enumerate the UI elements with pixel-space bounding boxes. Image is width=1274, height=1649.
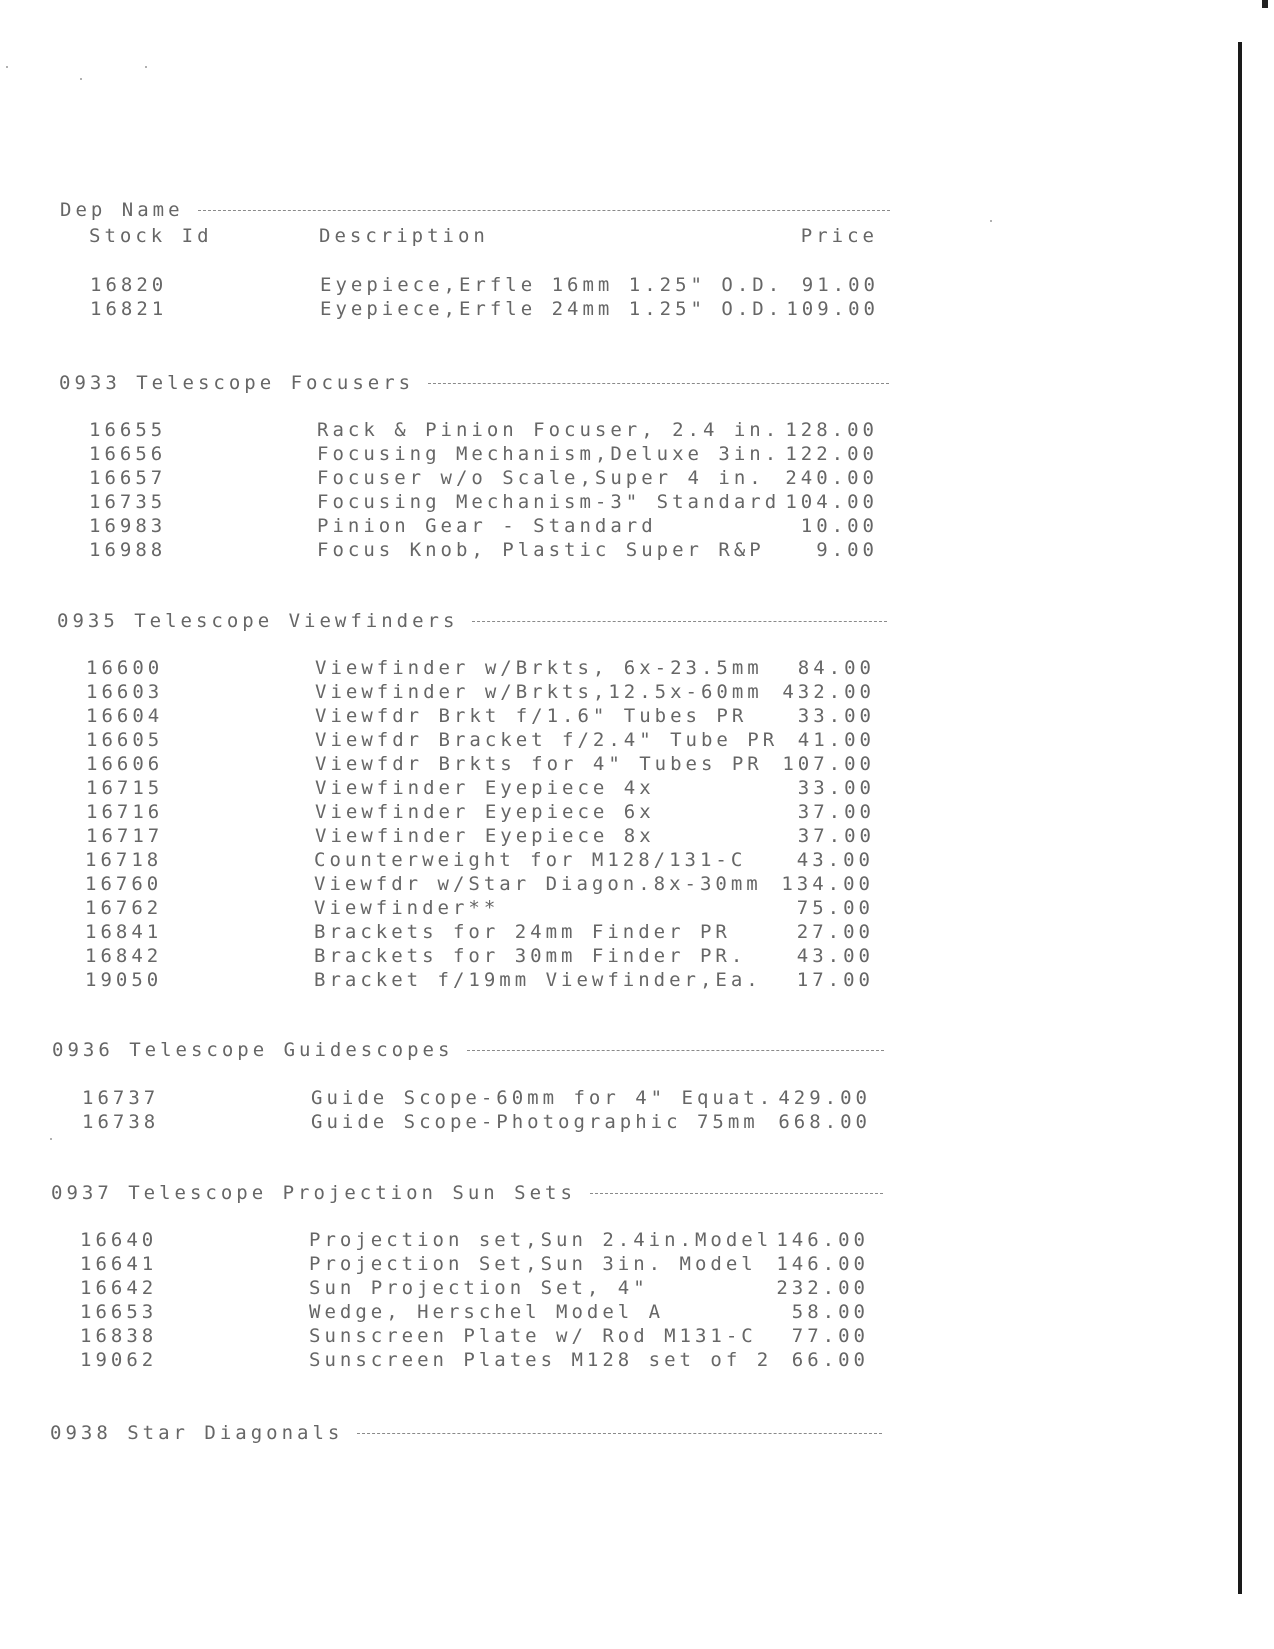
item-description: Sun Projection Set, 4" bbox=[309, 1277, 649, 1299]
stock-id: 16820 bbox=[90, 274, 168, 296]
item-description: Viewfinder** bbox=[314, 897, 500, 919]
column-headers bbox=[89, 225, 878, 247]
stock-id: 16642 bbox=[80, 1277, 158, 1299]
item-description: Focusing Mechanism,Deluxe 3in. bbox=[317, 443, 781, 465]
section-header bbox=[50, 1422, 882, 1444]
item-price: 104.00 bbox=[785, 491, 878, 513]
stock-id: 16605 bbox=[86, 729, 164, 751]
section-header bbox=[52, 1039, 884, 1061]
dashed-rule bbox=[467, 1050, 884, 1051]
price-header: Price bbox=[800, 225, 878, 247]
item-price: 37.00 bbox=[797, 825, 875, 847]
group-header bbox=[60, 199, 890, 221]
table-row bbox=[86, 729, 875, 751]
item-description: Projection set,Sun 2.4in.Model bbox=[309, 1229, 773, 1251]
item-description: Focusing Mechanism-3" Standard bbox=[317, 491, 781, 513]
dashed-rule bbox=[357, 1433, 882, 1434]
stock-id: 16656 bbox=[89, 443, 167, 465]
dashed-rule bbox=[590, 1193, 883, 1194]
item-price: 134.00 bbox=[781, 873, 874, 895]
section-header bbox=[57, 610, 887, 632]
table-row bbox=[85, 897, 874, 919]
table-row bbox=[80, 1301, 869, 1323]
table-row bbox=[86, 705, 875, 727]
item-price: 77.00 bbox=[791, 1325, 869, 1347]
stock-id: 19062 bbox=[80, 1349, 158, 1371]
table-row bbox=[85, 873, 874, 895]
item-price: 66.00 bbox=[791, 1349, 869, 1371]
stock-id: 16842 bbox=[85, 945, 163, 967]
item-description: Sunscreen Plate w/ Rod M131-C bbox=[309, 1325, 757, 1347]
scan-edge-bar bbox=[1238, 42, 1242, 1594]
stock-id: 16653 bbox=[80, 1301, 158, 1323]
item-description: Viewfdr Brkts for 4" Tubes PR bbox=[315, 753, 763, 775]
stock-id: 16657 bbox=[89, 467, 167, 489]
item-price: 75.00 bbox=[796, 897, 874, 919]
stock-id: 16983 bbox=[89, 515, 167, 537]
item-price: 91.00 bbox=[801, 274, 879, 296]
item-description: Viewfinder Eyepiece 4x bbox=[315, 777, 655, 799]
item-description: Viewfdr w/Star Diagon.8x-30mm bbox=[314, 873, 762, 895]
item-description: Viewfinder Eyepiece 8x bbox=[315, 825, 655, 847]
item-description: Bracket f/19mm Viewfinder,Ea. bbox=[314, 969, 762, 991]
section-title: 0935 Telescope Viewfinders bbox=[57, 610, 459, 632]
stock-id: 16841 bbox=[85, 921, 163, 943]
scan-speck bbox=[145, 66, 147, 68]
table-row bbox=[86, 801, 875, 823]
item-description: Viewfinder w/Brkts,12.5x-60mm bbox=[315, 681, 763, 703]
table-row bbox=[82, 1111, 871, 1133]
item-description: Eyepiece,Erfle 24mm 1.25" O.D. bbox=[320, 298, 784, 320]
item-description: Brackets for 24mm Finder PR bbox=[314, 921, 731, 943]
table-row bbox=[86, 657, 875, 679]
stock-id: 16606 bbox=[86, 753, 164, 775]
table-row bbox=[80, 1325, 869, 1347]
stock-id: 16641 bbox=[80, 1253, 158, 1275]
stock-id-header: Stock Id bbox=[89, 225, 213, 247]
item-description: Viewfdr Bracket f/2.4" Tube PR bbox=[315, 729, 779, 751]
description-header: Description bbox=[319, 225, 489, 247]
stock-id: 16715 bbox=[86, 777, 164, 799]
item-price: 43.00 bbox=[796, 945, 874, 967]
item-price: 432.00 bbox=[782, 681, 875, 703]
scan-speck bbox=[6, 66, 8, 68]
table-row bbox=[89, 467, 878, 489]
table-row bbox=[89, 491, 878, 513]
table-row bbox=[80, 1253, 869, 1275]
item-description: Pinion Gear - Standard bbox=[317, 515, 657, 537]
section-title: 0933 Telescope Focusers bbox=[59, 372, 415, 394]
stock-id: 19050 bbox=[85, 969, 163, 991]
item-description: Viewfdr Brkt f/1.6" Tubes PR bbox=[315, 705, 748, 727]
item-description: Sunscreen Plates M128 set of 2 bbox=[309, 1349, 773, 1371]
group-header-label: Dep Name bbox=[60, 199, 184, 221]
stock-id: 16603 bbox=[86, 681, 164, 703]
item-price: 43.00 bbox=[796, 849, 874, 871]
table-row bbox=[89, 539, 878, 561]
table-row bbox=[90, 298, 879, 320]
item-price: 37.00 bbox=[797, 801, 875, 823]
stock-id: 16718 bbox=[85, 849, 163, 871]
dashed-rule bbox=[472, 621, 887, 622]
stock-id: 16735 bbox=[89, 491, 167, 513]
scan-speck bbox=[990, 220, 992, 222]
table-row bbox=[85, 921, 874, 943]
item-description: Viewfinder Eyepiece 6x bbox=[315, 801, 655, 823]
item-price: 107.00 bbox=[782, 753, 875, 775]
table-row bbox=[80, 1349, 869, 1371]
item-price: 232.00 bbox=[776, 1277, 869, 1299]
item-price: 240.00 bbox=[785, 467, 878, 489]
item-description: Wedge, Herschel Model A bbox=[309, 1301, 665, 1323]
item-price: 10.00 bbox=[800, 515, 878, 537]
section-header bbox=[51, 1182, 883, 1204]
item-price: 146.00 bbox=[776, 1253, 869, 1275]
item-description: Focuser w/o Scale,Super 4 in. bbox=[317, 467, 765, 489]
item-description: Projection Set,Sun 3in. Model bbox=[309, 1253, 757, 1275]
item-price: 27.00 bbox=[796, 921, 874, 943]
table-row bbox=[80, 1277, 869, 1299]
item-price: 122.00 bbox=[785, 443, 878, 465]
stock-id: 16737 bbox=[82, 1087, 160, 1109]
table-row bbox=[86, 825, 875, 847]
scan-speck bbox=[80, 78, 82, 80]
stock-id: 16738 bbox=[82, 1111, 160, 1133]
stock-id: 16760 bbox=[85, 873, 163, 895]
item-price: 58.00 bbox=[791, 1301, 869, 1323]
stock-id: 16717 bbox=[86, 825, 164, 847]
item-price: 9.00 bbox=[816, 539, 878, 561]
item-price: 33.00 bbox=[797, 705, 875, 727]
table-row bbox=[86, 753, 875, 775]
table-row bbox=[90, 274, 879, 296]
table-row bbox=[85, 945, 874, 967]
item-description: Rack & Pinion Focuser, 2.4 in. bbox=[317, 419, 781, 441]
table-row bbox=[80, 1229, 869, 1251]
item-price: 128.00 bbox=[785, 419, 878, 441]
section-title: 0937 Telescope Projection Sun Sets bbox=[51, 1182, 576, 1204]
table-row bbox=[89, 443, 878, 465]
item-description: Counterweight for M128/131-C bbox=[314, 849, 747, 871]
stock-id: 16604 bbox=[86, 705, 164, 727]
item-description: Viewfinder w/Brkts, 6x-23.5mm bbox=[315, 657, 763, 679]
section-title: 0936 Telescope Guidescopes bbox=[52, 1039, 454, 1061]
dashed-rule bbox=[428, 383, 889, 384]
stock-id: 16600 bbox=[86, 657, 164, 679]
item-price: 33.00 bbox=[797, 777, 875, 799]
table-row bbox=[86, 777, 875, 799]
stock-id: 16988 bbox=[89, 539, 167, 561]
table-row bbox=[85, 969, 874, 991]
stock-id: 16655 bbox=[89, 419, 167, 441]
section-header bbox=[59, 372, 889, 394]
table-row bbox=[85, 849, 874, 871]
item-price: 429.00 bbox=[778, 1087, 871, 1109]
item-price: 41.00 bbox=[797, 729, 875, 751]
scan-speck bbox=[50, 1138, 52, 1140]
stock-id: 16821 bbox=[90, 298, 168, 320]
item-description: Focus Knob, Plastic Super R&P bbox=[317, 539, 765, 561]
item-price: 84.00 bbox=[797, 657, 875, 679]
item-description: Eyepiece,Erfle 16mm 1.25" O.D. bbox=[320, 274, 784, 296]
table-row bbox=[89, 515, 878, 537]
scan-corner-mark bbox=[1262, 0, 1268, 8]
stock-id: 16716 bbox=[86, 801, 164, 823]
dashed-rule bbox=[198, 210, 890, 211]
stock-id: 16762 bbox=[85, 897, 163, 919]
item-description: Guide Scope-Photographic 75mm bbox=[311, 1111, 759, 1133]
item-description: Brackets for 30mm Finder PR. bbox=[314, 945, 747, 967]
item-price: 17.00 bbox=[796, 969, 874, 991]
item-price: 146.00 bbox=[776, 1229, 869, 1251]
item-price: 668.00 bbox=[778, 1111, 871, 1133]
item-description: Guide Scope-60mm for 4" Equat. bbox=[311, 1087, 775, 1109]
table-row bbox=[82, 1087, 871, 1109]
stock-id: 16640 bbox=[80, 1229, 158, 1251]
item-price: 109.00 bbox=[786, 298, 879, 320]
stock-id: 16838 bbox=[80, 1325, 158, 1347]
table-row bbox=[89, 419, 878, 441]
section-title: 0938 Star Diagonals bbox=[50, 1422, 344, 1444]
table-row bbox=[86, 681, 875, 703]
